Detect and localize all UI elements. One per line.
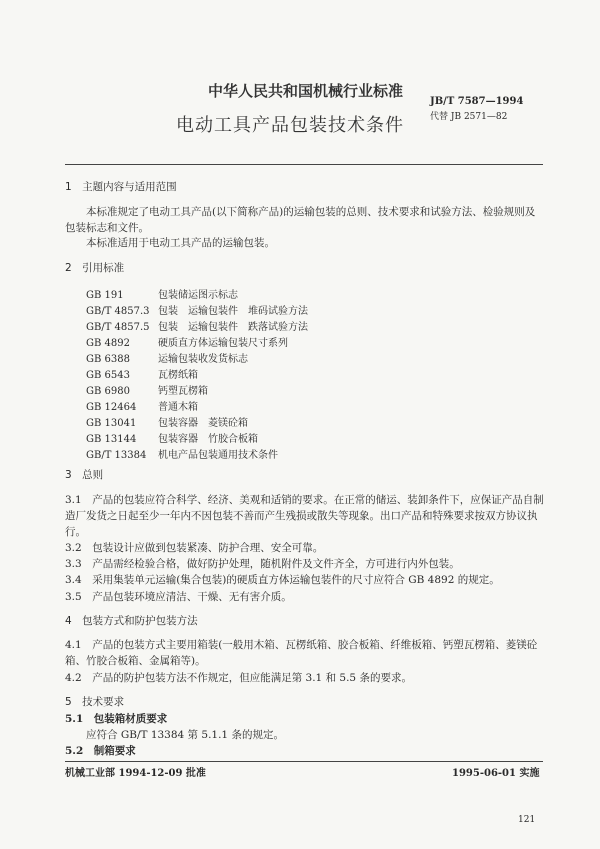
paragraph: 本标准适用于电动工具产品的运输包装。 [86, 237, 275, 249]
clause-3-1-cont: 行。 [65, 526, 86, 538]
paragraph: 包装标志和文件。 [65, 222, 149, 234]
clause-3-1: 3.1 产品的包装应符合科学、经济、美观和适销的要求。在正常的储运、装卸条件下，应保证产品自制 [65, 494, 544, 506]
reference-title: 机电产品包装通用技术条件 [158, 450, 278, 461]
reference-title: 包装 运输包装件 跌落试验方法 [158, 322, 308, 333]
reference-title: 硬质直方体运输包装尺寸系列 [158, 338, 288, 349]
clause-3-1-cont: 造厂发货之日起至少一年内不因包装不善而产生残损或散失等现象。出口产品和特殊要求按双方协议执 [65, 510, 538, 522]
standard-code: JB/T 7587—1994 [430, 96, 524, 107]
reference-item [86, 382, 208, 397]
replaces-code: 代替 JB 2571—82 [430, 112, 508, 122]
clause-3-2: 3.2 包装设计应做到包装紧凑、防护合理、安全可靠。 [65, 542, 324, 554]
section-3-heading: 3 总则 [65, 469, 104, 481]
reference-code: GB 6980 [86, 386, 130, 397]
reference-code: GB 4892 [86, 338, 130, 349]
section-4-heading: 4 包装方式和防护包装方法 [65, 615, 198, 627]
clause-3-3: 3.3 产品需经检验合格，做好防护处理，随机附件及文件齐全，方可进行内外包装。 [65, 558, 460, 570]
header-rule [65, 164, 543, 165]
clause-4-1: 4.1 产品的包装方式主要用箱装(一般用木箱、瓦楞纸箱、胶合板箱、纤维板箱、钙塑瓦楞箱、菱镁砼 [65, 639, 538, 651]
paragraph: 本标准规定了电动工具产品(以下简称产品)的运输包装的总则、技术要求和试验方法、检验规则及 [86, 206, 536, 218]
reference-code: GB 12464 [86, 402, 137, 413]
section-2-heading: 2 引用标准 [65, 262, 125, 274]
section-1-heading: 1 主题内容与适用范围 [65, 181, 177, 193]
footer-rule [65, 761, 543, 762]
reference-code: GB/T 4857.3 [86, 306, 150, 317]
reference-title: 包装 运输包装件 堆码试验方法 [158, 306, 308, 317]
clause-5-1: 5.1 包装箱材质要求 [65, 713, 168, 725]
reference-title: 普通木箱 [158, 402, 198, 413]
section-5-heading: 5 技术要求 [65, 696, 125, 708]
reference-title: 包装容器 菱镁砼箱 [158, 418, 248, 429]
reference-title: 钙塑瓦楞箱 [158, 386, 208, 397]
reference-code: GB 6388 [86, 354, 130, 365]
reference-title: 瓦楞纸箱 [158, 370, 198, 381]
reference-code: GB 191 [86, 290, 124, 301]
reference-code: GB/T 13384 [86, 450, 147, 461]
clause-3-5: 3.5 产品包装环境应清洁、干燥、无有害介质。 [65, 591, 292, 603]
reference-item [86, 318, 308, 333]
reference-code: GB 6543 [86, 370, 130, 381]
clause-5-1-text: 应符合 GB/T 13384 第 5.1.1 条的规定。 [86, 729, 284, 741]
reference-code: GB 13041 [86, 418, 137, 429]
clause-5-2: 5.2 制箱要求 [65, 745, 136, 757]
approval-date: 机械工业部 1994-12-09 批准 [65, 768, 206, 779]
reference-code: GB/T 4857.5 [86, 322, 150, 333]
reference-item [86, 366, 198, 381]
reference-item [86, 398, 198, 413]
reference-item [86, 302, 308, 317]
clause-3-4: 3.4 采用集装单元运输(集合包装)的硬质直方体运输包装件的尺寸应符合 GB 4892 的规定。 [65, 574, 500, 586]
reference-item [86, 286, 238, 301]
clause-4-1-cont: 箱、竹胶合板箱、金属箱等)。 [65, 655, 206, 667]
document-title: 电动工具产品包装技术条件 [176, 115, 404, 136]
effective-date: 1995-06-01 实施 [452, 768, 540, 779]
reference-item [86, 350, 248, 365]
issuing-org: 中华人民共和国机械行业标准 [208, 82, 404, 100]
reference-item [86, 334, 288, 349]
reference-item [86, 446, 278, 461]
reference-item [86, 430, 258, 445]
reference-title: 运输包装收发货标志 [158, 354, 248, 365]
reference-item [86, 414, 248, 429]
reference-title: 包装容器 竹胶合板箱 [158, 434, 258, 445]
reference-code: GB 13144 [86, 434, 137, 445]
reference-title: 包装储运图示标志 [158, 290, 238, 301]
page-number: 121 [518, 815, 536, 825]
clause-4-2: 4.2 产品的防护包装方法不作规定，但应能满足第 3.1 和 5.5 条的要求。 [65, 672, 412, 684]
